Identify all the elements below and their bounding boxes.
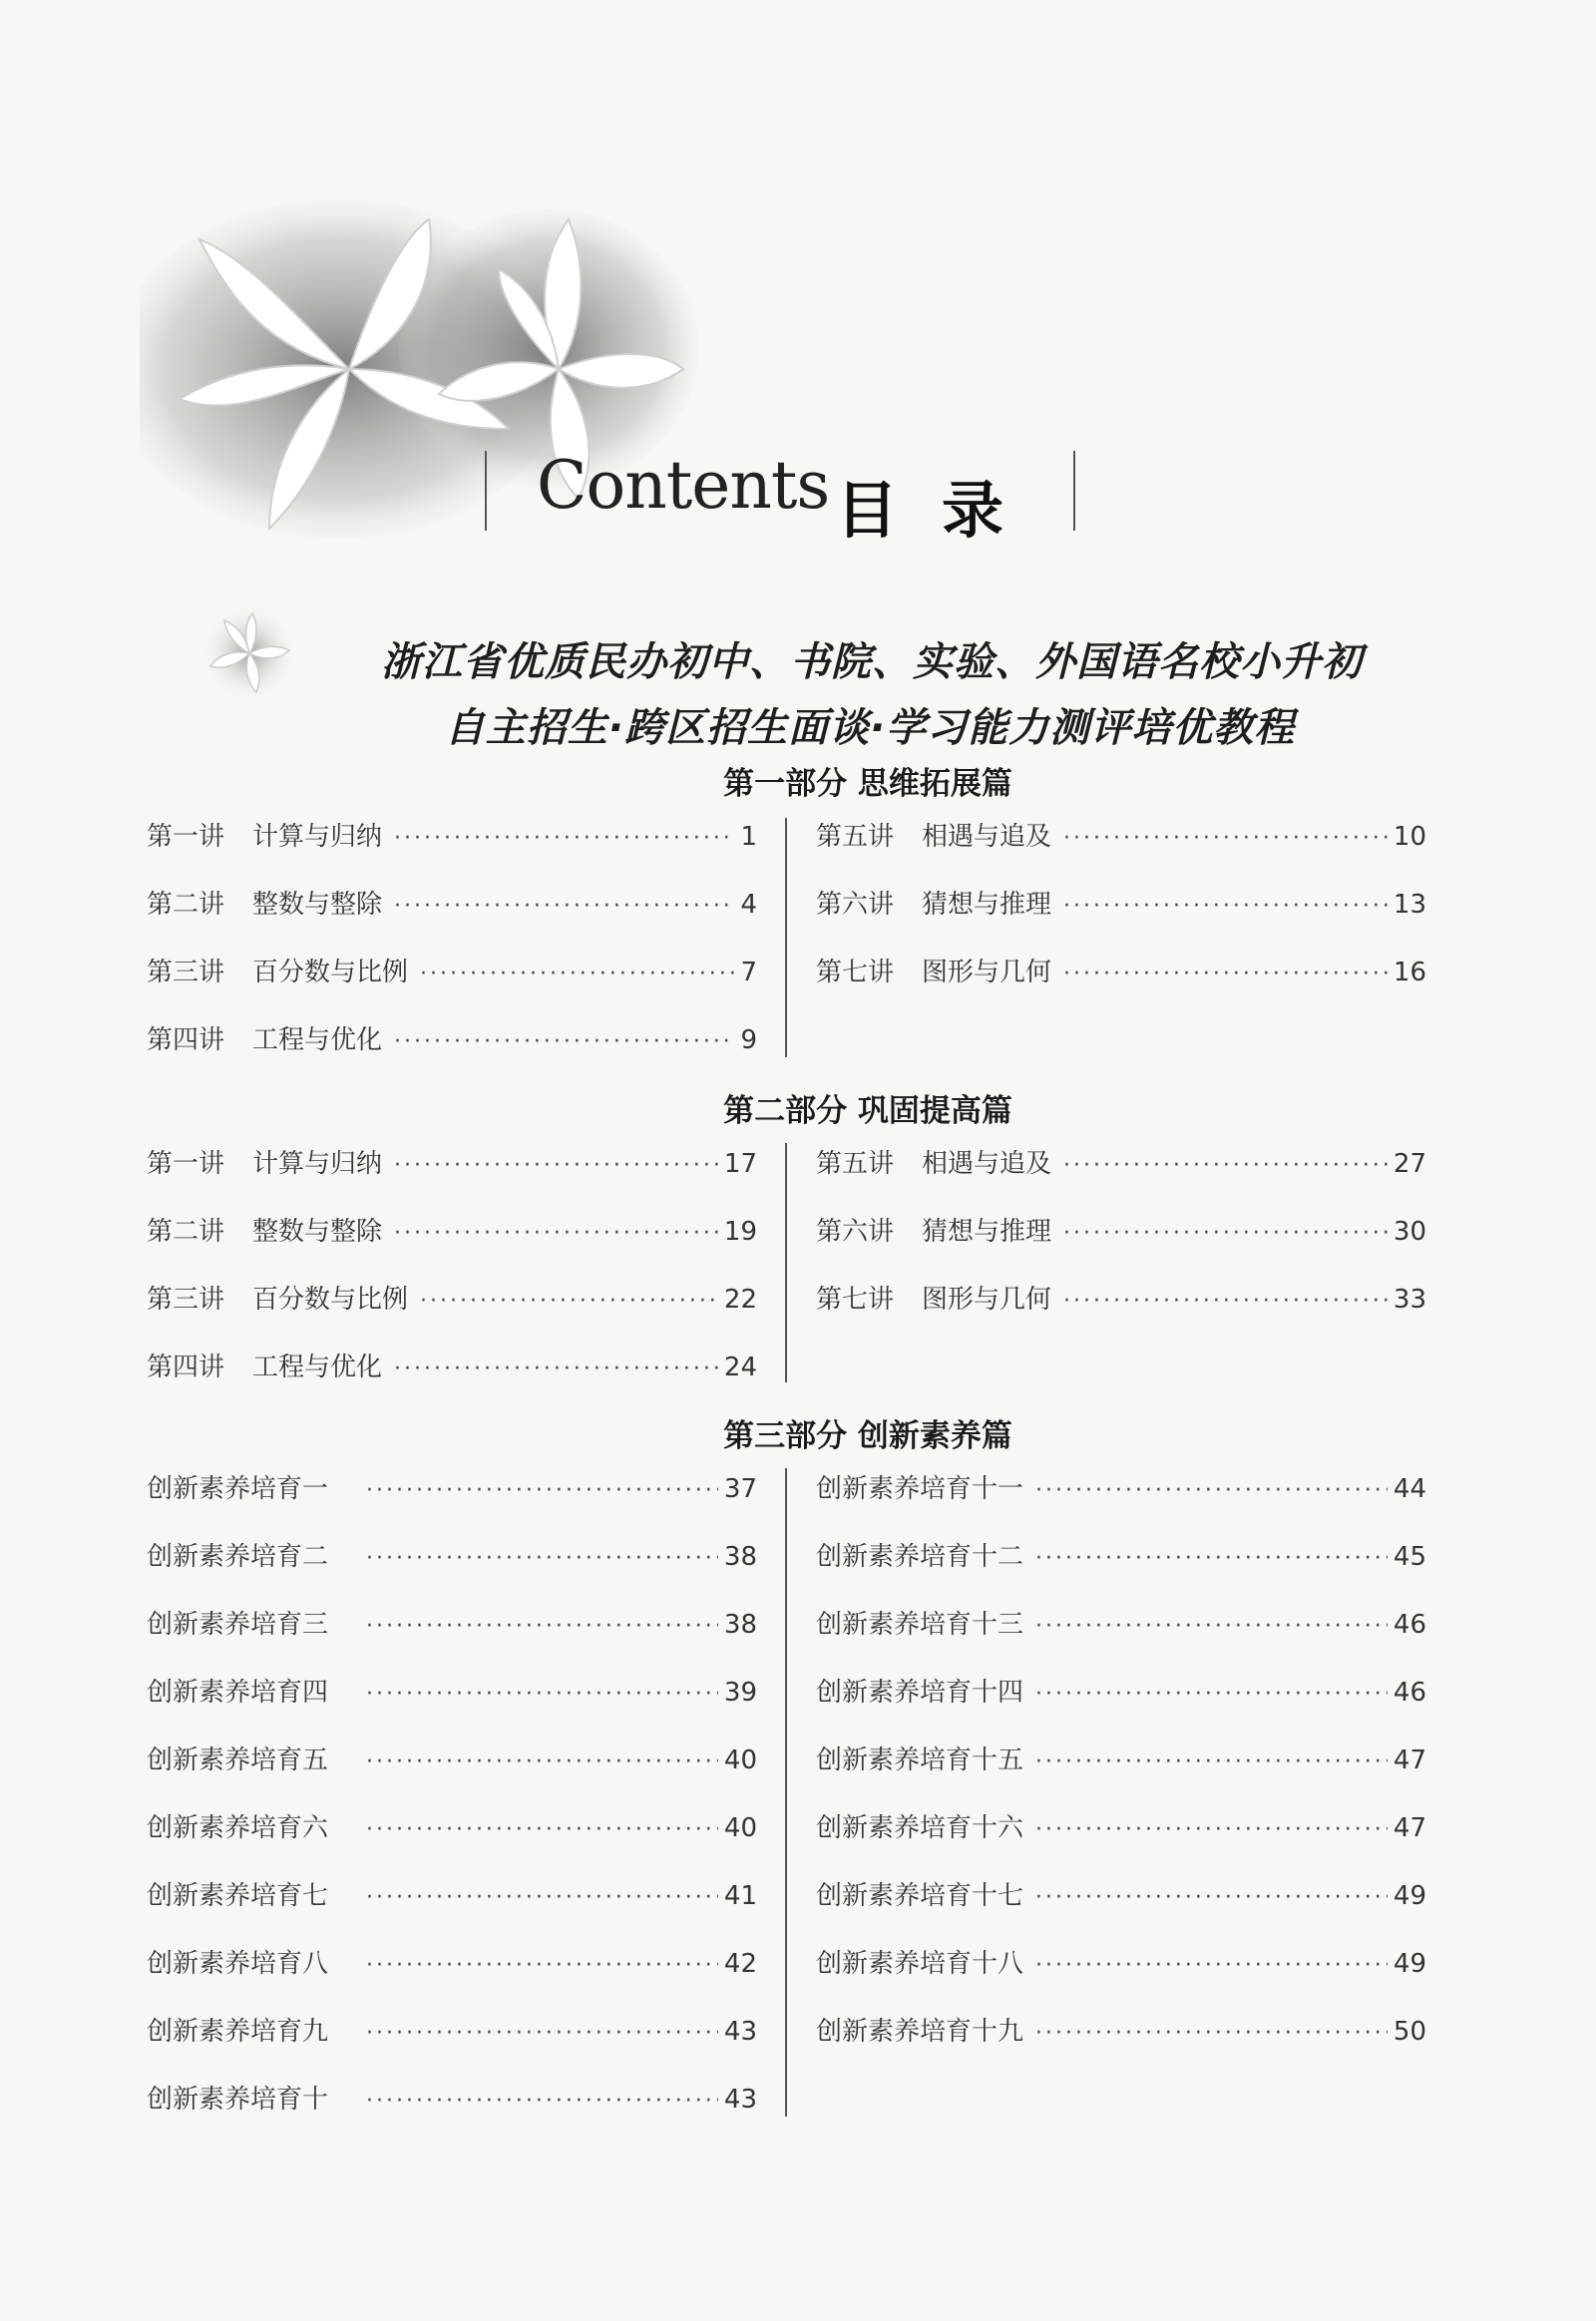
entry-label: 第六讲 bbox=[816, 1217, 895, 1247]
dot-leader bbox=[1063, 894, 1388, 919]
dot-leader bbox=[420, 962, 734, 986]
entry-label: 第一讲 bbox=[147, 1149, 225, 1179]
entry-label: 创新素养培育十九 bbox=[816, 2017, 1024, 2047]
entry-label: 第七讲 bbox=[816, 958, 895, 987]
entry-page: 13 bbox=[1393, 890, 1426, 920]
dot-leader bbox=[366, 1682, 718, 1707]
dot-leader bbox=[366, 1953, 718, 1978]
part-title: 第一部分 思维拓展篇 bbox=[723, 766, 1012, 802]
toc-entry[interactable] bbox=[816, 952, 1426, 988]
entry-page: 22 bbox=[723, 1285, 757, 1315]
entry-label: 第四讲 bbox=[147, 1025, 225, 1055]
entry-title: 计算与归纳 bbox=[252, 1149, 383, 1179]
entry-label: 创新素养培育四 bbox=[147, 1678, 329, 1708]
dot-leader bbox=[366, 1478, 718, 1503]
dot-leader bbox=[1035, 1546, 1388, 1571]
dot-leader bbox=[1035, 1749, 1388, 1774]
dot-leader bbox=[420, 1289, 718, 1314]
entry-page: 40 bbox=[723, 1745, 757, 1775]
entry-label: 创新素养培育十六 bbox=[816, 1813, 1024, 1843]
entry-label: 创新素养培育一 bbox=[147, 1474, 329, 1504]
part-title: 第二部分 巩固提高篇 bbox=[723, 1093, 1012, 1129]
entry-page: 39 bbox=[723, 1678, 757, 1708]
entry-page: 40 bbox=[723, 1813, 757, 1843]
entry-label: 创新素养培育九 bbox=[147, 2017, 329, 2047]
entry-label: 创新素养培育十五 bbox=[816, 1745, 1024, 1775]
book-subtitle-line1: 浙江省优质民办初中、书院、实验、外国语名校小升初 bbox=[381, 639, 1363, 685]
entry-page: 10 bbox=[1393, 822, 1426, 852]
dot-leader bbox=[366, 1885, 718, 1910]
dot-leader bbox=[1035, 1614, 1388, 1639]
toc-entry[interactable] bbox=[816, 1672, 1426, 1709]
entry-page: 46 bbox=[1393, 1610, 1426, 1640]
toc-entry[interactable] bbox=[816, 1807, 1426, 1844]
entry-label: 第一讲 bbox=[147, 822, 225, 852]
entry-label: 第五讲 bbox=[816, 1149, 895, 1179]
toc-entry[interactable] bbox=[147, 952, 757, 988]
entry-page: 33 bbox=[1393, 1285, 1426, 1315]
entry-label: 创新素养培育七 bbox=[147, 1881, 329, 1911]
dot-leader bbox=[1035, 1953, 1388, 1978]
dot-leader bbox=[1035, 1682, 1388, 1707]
toc-entry[interactable] bbox=[816, 1143, 1426, 1180]
toc-entry[interactable] bbox=[147, 1211, 757, 1248]
entry-label: 第二讲 bbox=[147, 1217, 225, 1247]
entry-label: 创新素养培育十二 bbox=[816, 1542, 1024, 1572]
dot-leader bbox=[366, 1817, 718, 1842]
toc-entry[interactable] bbox=[147, 816, 757, 853]
entry-page: 24 bbox=[723, 1353, 757, 1382]
dot-leader bbox=[1035, 2021, 1388, 2046]
entry-label: 第三讲 bbox=[147, 1285, 225, 1315]
entry-title: 相遇与追及 bbox=[922, 822, 1052, 852]
toc-entry[interactable] bbox=[816, 1740, 1426, 1776]
entry-page: 1 bbox=[740, 822, 757, 852]
entry-label: 第四讲 bbox=[147, 1353, 225, 1382]
entry-page: 46 bbox=[1393, 1678, 1426, 1708]
entry-label: 创新素养培育二 bbox=[147, 1542, 329, 1572]
dot-leader bbox=[1035, 1885, 1388, 1910]
dot-leader bbox=[394, 1029, 734, 1054]
entry-label: 第六讲 bbox=[816, 890, 895, 920]
toc-entry[interactable] bbox=[816, 1604, 1426, 1641]
dot-leader bbox=[394, 1356, 718, 1381]
entry-page: 42 bbox=[723, 1949, 757, 1979]
entry-page: 9 bbox=[740, 1025, 757, 1055]
entry-page: 19 bbox=[723, 1217, 757, 1247]
entry-page: 50 bbox=[1393, 2017, 1426, 2047]
entry-label: 创新素养培育十一 bbox=[816, 1474, 1024, 1504]
entry-page: 49 bbox=[1393, 1949, 1426, 1979]
entry-title: 相遇与追及 bbox=[922, 1149, 1052, 1179]
contents-title: Contents bbox=[537, 447, 830, 524]
entry-label: 创新素养培育三 bbox=[147, 1610, 329, 1640]
dot-leader bbox=[1035, 1478, 1388, 1503]
entry-page: 30 bbox=[1393, 1217, 1426, 1247]
part-title: 第三部分 创新素养篇 bbox=[723, 1418, 1012, 1454]
dot-leader bbox=[366, 2021, 718, 2046]
toc-entry[interactable] bbox=[147, 1019, 757, 1056]
entry-page: 43 bbox=[723, 2017, 757, 2047]
entry-title: 整数与整除 bbox=[252, 1217, 383, 1247]
heading-rule-right bbox=[1073, 451, 1075, 531]
dot-leader bbox=[394, 1153, 718, 1178]
book-subtitle-line2: 自主招生·跨区招生面谈·学习能力测评培优教程 bbox=[444, 705, 1296, 751]
dot-leader bbox=[394, 826, 734, 851]
dot-leader bbox=[366, 1614, 718, 1639]
entry-page: 16 bbox=[1393, 958, 1426, 987]
entry-page: 27 bbox=[1393, 1149, 1426, 1179]
entry-title: 工程与优化 bbox=[252, 1353, 383, 1382]
entry-label: 创新素养培育十 bbox=[147, 2085, 329, 2115]
entry-page: 41 bbox=[723, 1881, 757, 1911]
toc-entry[interactable] bbox=[147, 1807, 757, 1844]
toc-entry[interactable] bbox=[816, 1468, 1426, 1505]
entry-page: 47 bbox=[1393, 1813, 1426, 1843]
heading-rule-left bbox=[485, 451, 487, 531]
toc-entry[interactable] bbox=[816, 816, 1426, 853]
column-divider bbox=[785, 1468, 787, 2117]
entry-page: 38 bbox=[723, 1542, 757, 1572]
entry-label: 创新素养培育十三 bbox=[816, 1610, 1024, 1640]
entry-title: 百分数与比例 bbox=[252, 958, 409, 987]
entry-label: 第三讲 bbox=[147, 958, 225, 987]
dot-leader bbox=[1063, 962, 1388, 986]
toc-entry[interactable] bbox=[147, 1536, 757, 1573]
toc-entry[interactable] bbox=[147, 1875, 757, 1912]
dot-leader bbox=[1063, 1221, 1388, 1246]
toc-entry[interactable] bbox=[147, 884, 757, 921]
entry-label: 第二讲 bbox=[147, 890, 225, 920]
dot-leader bbox=[366, 1546, 718, 1571]
toc-entry[interactable] bbox=[816, 1536, 1426, 1573]
entry-page: 49 bbox=[1393, 1881, 1426, 1911]
entry-label: 第七讲 bbox=[816, 1285, 895, 1315]
toc-entry[interactable] bbox=[816, 2011, 1426, 2048]
entry-label: 第五讲 bbox=[816, 822, 895, 852]
entry-title: 计算与归纳 bbox=[252, 822, 383, 852]
column-divider bbox=[785, 1143, 787, 1382]
toc-entry[interactable] bbox=[147, 1468, 757, 1505]
entry-title: 工程与优化 bbox=[252, 1025, 383, 1055]
entry-title: 图形与几何 bbox=[922, 958, 1052, 987]
entry-page: 4 bbox=[740, 890, 757, 920]
toc-entry[interactable] bbox=[816, 1943, 1426, 1980]
entry-page: 43 bbox=[723, 2085, 757, 2115]
toc-entry[interactable] bbox=[816, 884, 1426, 921]
entry-label: 创新素养培育五 bbox=[147, 1745, 329, 1775]
toc-entry[interactable] bbox=[147, 1740, 757, 1776]
dot-leader bbox=[1063, 1153, 1388, 1178]
dot-leader bbox=[394, 894, 734, 919]
toc-entry[interactable] bbox=[816, 1875, 1426, 1912]
toc-entry[interactable] bbox=[147, 1279, 757, 1316]
toc-entry[interactable] bbox=[147, 1347, 757, 1383]
entry-title: 图形与几何 bbox=[922, 1285, 1052, 1315]
entry-page: 44 bbox=[1393, 1474, 1426, 1504]
dot-leader bbox=[1063, 1289, 1388, 1314]
toc-entry[interactable] bbox=[147, 1672, 757, 1709]
entry-label: 创新素养培育十四 bbox=[816, 1678, 1024, 1708]
toc-entry[interactable] bbox=[147, 2011, 757, 2048]
entry-label: 创新素养培育十八 bbox=[816, 1949, 1024, 1979]
entry-page: 38 bbox=[723, 1610, 757, 1640]
toc-entry[interactable] bbox=[816, 1211, 1426, 1248]
dot-leader bbox=[1063, 826, 1388, 851]
column-divider bbox=[785, 818, 787, 1057]
toc-entry[interactable] bbox=[147, 2079, 757, 2116]
entry-label: 创新素养培育六 bbox=[147, 1813, 329, 1843]
toc-entry[interactable] bbox=[147, 1143, 757, 1180]
entry-page: 7 bbox=[740, 958, 757, 987]
toc-entry[interactable] bbox=[147, 1604, 757, 1641]
toc-entry[interactable] bbox=[816, 1279, 1426, 1316]
entry-page: 17 bbox=[723, 1149, 757, 1179]
entry-page: 45 bbox=[1393, 1542, 1426, 1572]
entry-title: 整数与整除 bbox=[252, 890, 383, 920]
entry-page: 37 bbox=[723, 1474, 757, 1504]
dot-leader bbox=[394, 1221, 718, 1246]
entry-page: 47 bbox=[1393, 1745, 1426, 1775]
dot-leader bbox=[1035, 1817, 1388, 1842]
toc-entry[interactable] bbox=[147, 1943, 757, 1980]
entry-title: 猜想与推理 bbox=[922, 1217, 1052, 1247]
mulu-title: 目录 bbox=[836, 474, 1048, 547]
entry-label: 创新素养培育八 bbox=[147, 1949, 329, 1979]
dot-leader bbox=[366, 1749, 718, 1774]
entry-title: 猜想与推理 bbox=[922, 890, 1052, 920]
dot-leader bbox=[366, 2089, 718, 2114]
entry-title: 百分数与比例 bbox=[252, 1285, 409, 1315]
entry-label: 创新素养培育十七 bbox=[816, 1881, 1024, 1911]
